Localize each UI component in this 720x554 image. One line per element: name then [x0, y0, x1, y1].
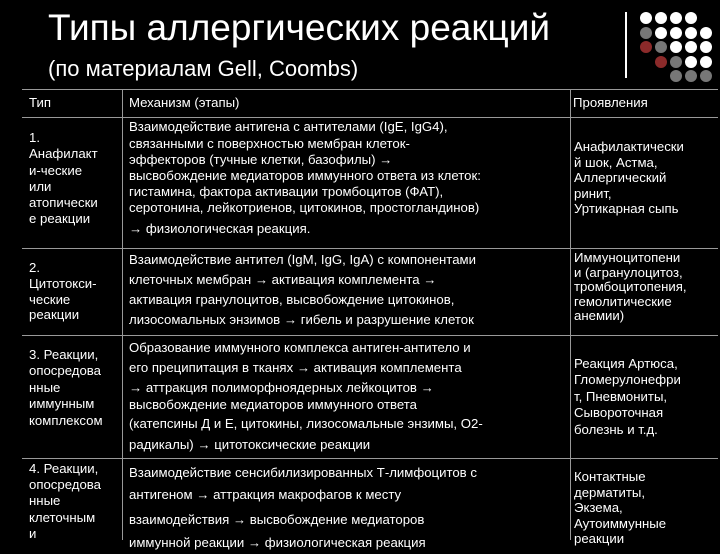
decorative-dot — [655, 12, 667, 24]
decorative-dot — [685, 27, 697, 39]
row-type: 3. Реакции, опосредова нные иммунным комплексом — [29, 347, 103, 428]
mechanism-line: высвобождение медиаторов иммунного ответа из клеток: — [129, 168, 481, 183]
decorative-dot — [700, 70, 712, 82]
mechanism-line: → физиологическая реакция. — [129, 221, 311, 236]
mechanism-line: Взаимодействие антител (IgM, IgG, IgA) с компонентами — [129, 252, 476, 267]
decorative-dot — [700, 41, 712, 53]
row-manifestations: Анафилактически й шок, Астма, Аллергический ринит, Уртикарная сыпь — [574, 139, 684, 216]
decorative-dot — [655, 56, 667, 68]
mechanism-line: серотонина, лейкотриенов, цитокинов, простогландинов) — [129, 200, 480, 215]
decorative-dot — [685, 70, 697, 82]
decorative-dot — [655, 27, 667, 39]
table-row — [22, 458, 718, 549]
decorative-dot — [640, 41, 652, 53]
mechanism-line: (катепсины Д и Е, цитокины, лизосомальные энзимы, О2- — [129, 416, 483, 431]
column-header-type: Тип — [29, 95, 51, 110]
decorative-dot-grid — [640, 12, 716, 84]
decorative-dot — [655, 41, 667, 53]
page-subtitle: (по материалам Gell, Coombs) — [48, 56, 359, 81]
row-type: 1. Анафилакт и-ческие или атопически е реакции — [29, 130, 98, 227]
mechanism-line: радикалы) → цитотоксические реакции — [129, 437, 371, 452]
table-row — [22, 117, 718, 249]
mechanism-line: гистамина, фактора активации тромбоцитов (ФАТ), — [129, 184, 444, 199]
decorative-divider — [625, 12, 627, 78]
row-type: 2. Цитотокси- ческие реакции — [29, 260, 97, 323]
table-header-row — [22, 89, 718, 118]
decorative-dot — [685, 12, 697, 24]
mechanism-line: иммунной реакции → физиологическая реакция — [129, 535, 426, 550]
row-type: 4. Реакции, опосредова нные клеточным и — [29, 461, 102, 541]
mechanism-line: активация гранулоцитов, высвобождение цитокинов, — [129, 292, 455, 307]
decorative-dot — [700, 27, 712, 39]
mechanism-line: лизосомальных энзимов → гибель и разрушение клеток — [129, 312, 474, 327]
mechanism-line: его преципитация в тканях → активация комплемента — [129, 360, 462, 375]
table-row — [22, 248, 718, 336]
decorative-dot — [640, 12, 652, 24]
mechanism-line: взаимодействия → высвобождение медиаторов — [129, 512, 425, 527]
decorative-dot — [640, 27, 652, 39]
mechanism-line: → аттракция полиморфноядерных лейкоцитов → — [129, 380, 434, 395]
decorative-dot — [685, 56, 697, 68]
mechanism-line: связанными с поверхностью мембран клеток- — [129, 136, 410, 151]
decorative-dot — [670, 12, 682, 24]
row-manifestations: Реакция Артюса, Гломерулонефри т, Пневмониты, Сывороточная болезнь и т.д. — [574, 356, 681, 437]
mechanism-line: Взаимодействие сенсибилизированных Т-лимфоцитов с — [129, 465, 477, 480]
mechanism-line: Взаимодействие антигена с антителами (IgE, IgG4), — [129, 119, 448, 134]
page-title: Типы аллергических реакций — [48, 7, 551, 48]
row-manifestations: Контактные дерматиты, Экзема, Аутоиммунные реакции — [574, 469, 667, 546]
column-header-mechanism: Механизм (этапы) — [129, 95, 240, 110]
decorative-dot — [685, 41, 697, 53]
decorative-dot — [670, 27, 682, 39]
mechanism-line: высвобождение медиаторов иммунного ответа — [129, 397, 418, 412]
decorative-dot — [670, 56, 682, 68]
allergy-types-table — [22, 89, 718, 550]
decorative-dot — [670, 41, 682, 53]
row-manifestations: Иммуноцитопени и (агранулоцитоз, тромбоцитопения, гемолитические анемии) — [574, 250, 687, 324]
decorative-dot — [670, 70, 682, 82]
mechanism-line: эффекторов (тучные клетки, базофилы) → — [129, 152, 393, 167]
column-header-manifestations: Проявления — [573, 95, 648, 110]
mechanism-line: Образование иммунного комплекса антиген-антитело и — [129, 340, 471, 355]
mechanism-line: антигеном → аттракция макрофагов к месту — [129, 487, 402, 502]
table-row — [22, 335, 718, 459]
decorative-dot — [700, 56, 712, 68]
mechanism-line: клеточных мембран → активация комплемента → — [129, 272, 437, 287]
